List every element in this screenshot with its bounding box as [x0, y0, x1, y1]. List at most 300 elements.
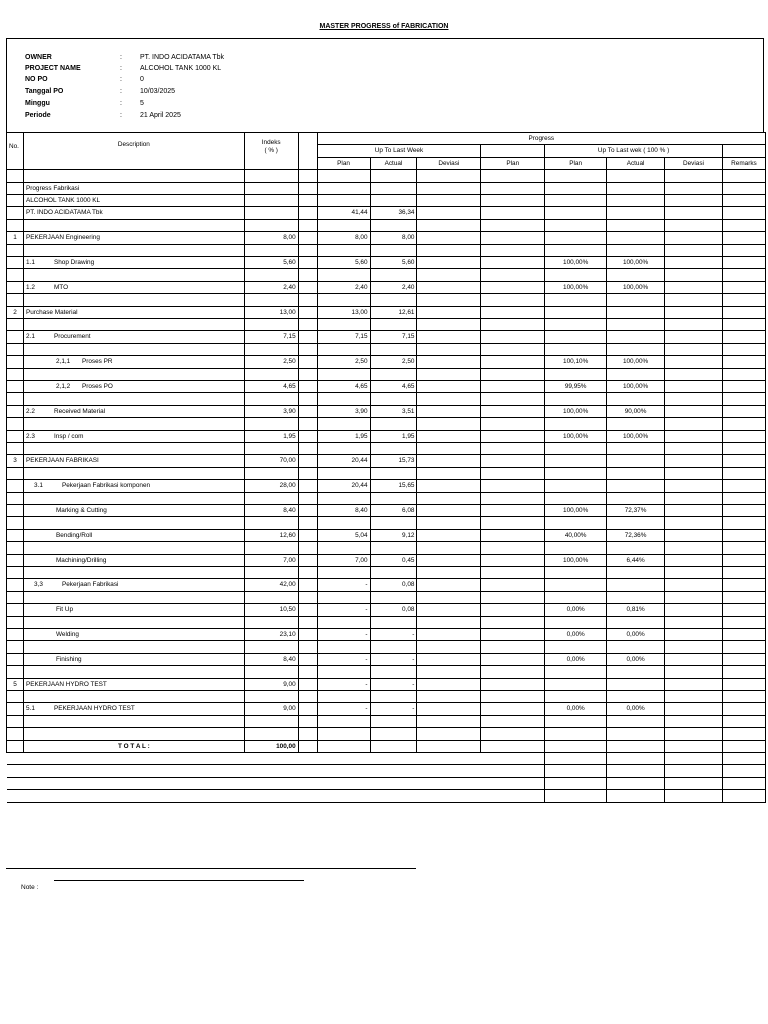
empty-cell	[23, 319, 244, 331]
footer-line	[6, 868, 416, 869]
empty-cell	[722, 145, 765, 157]
item-deviasi-100	[665, 678, 723, 690]
item-description	[23, 678, 244, 690]
item-label: Purchase Material	[25, 308, 78, 316]
empty-cell	[298, 269, 317, 281]
empty-cell	[665, 269, 723, 281]
empty-cell	[722, 566, 765, 578]
table-row	[7, 281, 766, 293]
empty-cell	[545, 195, 607, 207]
empty-cell	[481, 443, 545, 455]
item-plan-100	[545, 678, 607, 690]
empty-cell	[298, 244, 317, 256]
empty-cell	[317, 467, 370, 479]
item-actual: 12,61	[370, 306, 417, 318]
empty-cell	[244, 690, 298, 702]
col-indeks-label: Indeks	[261, 139, 281, 146]
empty-cell	[7, 294, 24, 306]
empty-cell	[298, 517, 317, 529]
item-description	[23, 331, 244, 343]
empty-cell	[665, 616, 723, 628]
empty-cell	[370, 170, 417, 182]
empty-cell	[298, 529, 317, 541]
empty-cell	[607, 170, 665, 182]
empty-cell	[298, 480, 317, 492]
empty-cell	[370, 294, 417, 306]
empty-cell	[370, 343, 417, 355]
empty-cell	[481, 504, 545, 516]
empty-cell	[545, 715, 607, 727]
item-deviasi-100	[665, 628, 723, 640]
empty-cell	[7, 641, 24, 653]
empty-cell	[298, 381, 317, 393]
empty-cell	[607, 566, 665, 578]
empty-cell	[481, 591, 545, 603]
item-deviasi	[417, 604, 481, 616]
empty-cell	[7, 418, 24, 430]
empty-cell	[545, 319, 607, 331]
empty-cell	[417, 418, 481, 430]
empty-cell	[298, 170, 317, 182]
empty-cell	[417, 641, 481, 653]
table-row	[7, 405, 766, 417]
empty-cell	[722, 170, 765, 182]
empty-cell	[298, 219, 317, 231]
item-label: Machining/Drilling	[55, 556, 107, 564]
empty-cell	[607, 269, 665, 281]
empty-cell	[417, 690, 481, 702]
item-no	[7, 604, 24, 616]
item-description	[23, 281, 244, 293]
empty-cell	[23, 418, 244, 430]
empty-cell	[7, 616, 24, 628]
col-description: Description	[23, 133, 244, 170]
item-deviasi	[417, 480, 481, 492]
table-row	[7, 430, 766, 442]
empty-cell	[244, 195, 298, 207]
item-description	[23, 356, 244, 368]
empty-cell	[7, 269, 24, 281]
empty-cell	[244, 319, 298, 331]
empty-cell	[665, 195, 723, 207]
empty-cell	[23, 690, 244, 702]
empty-cell	[607, 690, 665, 702]
empty-cell	[298, 666, 317, 678]
table-row	[7, 257, 766, 269]
item-plan: 5,04	[317, 529, 370, 541]
empty-cell	[370, 517, 417, 529]
empty-cell	[607, 728, 665, 740]
item-remarks	[722, 529, 765, 541]
empty-cell	[665, 418, 723, 430]
footer-row	[7, 765, 766, 777]
item-no	[7, 430, 24, 442]
empty-cell	[481, 690, 545, 702]
empty-cell	[722, 443, 765, 455]
col-plan: Plan	[481, 157, 545, 169]
item-indeks: 8,40	[244, 653, 298, 665]
empty-cell	[481, 145, 545, 157]
empty-cell	[545, 666, 607, 678]
item-actual: 6,08	[370, 504, 417, 516]
empty-cell	[607, 244, 665, 256]
empty-cell	[7, 393, 24, 405]
empty-cell	[298, 455, 317, 467]
empty-cell	[722, 319, 765, 331]
item-label: Pekerjaan Fabrikasi	[61, 581, 119, 589]
header-value: 10/03/2025	[140, 88, 176, 95]
header-colon: :	[120, 88, 122, 95]
empty-cell	[665, 591, 723, 603]
empty-cell	[545, 244, 607, 256]
empty-cell	[607, 752, 665, 764]
empty-cell	[7, 591, 24, 603]
empty-cell	[417, 616, 481, 628]
empty-cell	[370, 418, 417, 430]
empty-cell	[298, 579, 317, 591]
empty-cell	[481, 195, 545, 207]
item-sub-number: 1.2	[25, 283, 35, 291]
table-row	[7, 678, 766, 690]
summary-plan: 41,44	[317, 207, 370, 219]
empty-cell	[607, 294, 665, 306]
item-description	[23, 455, 244, 467]
empty-cell	[317, 182, 370, 194]
col-deviasi: Deviasi	[665, 157, 723, 169]
item-actual-100: 0,00%	[607, 653, 665, 665]
item-plan-100: 40,00%	[545, 529, 607, 541]
empty-cell	[23, 368, 244, 380]
empty-cell	[23, 294, 244, 306]
empty-cell	[417, 740, 481, 752]
item-plan: -	[317, 703, 370, 715]
empty-cell	[370, 740, 417, 752]
item-description	[23, 628, 244, 640]
empty-cell	[7, 319, 24, 331]
empty-cell	[23, 616, 244, 628]
empty-cell	[481, 219, 545, 231]
empty-cell	[665, 467, 723, 479]
empty-cell	[665, 715, 723, 727]
item-plan: -	[317, 628, 370, 640]
empty-cell	[545, 566, 607, 578]
item-actual-100: 90,00%	[607, 405, 665, 417]
empty-cell	[298, 182, 317, 194]
empty-cell	[722, 467, 765, 479]
col-remarks: Remarks	[722, 157, 765, 169]
item-deviasi-100	[665, 653, 723, 665]
item-description	[23, 232, 244, 244]
empty-cell	[7, 765, 545, 777]
empty-cell	[317, 170, 370, 182]
item-remarks	[722, 381, 765, 393]
empty-cell	[665, 542, 723, 554]
empty-cell	[244, 591, 298, 603]
empty-cell	[23, 393, 244, 405]
empty-cell	[607, 319, 665, 331]
empty-cell	[244, 666, 298, 678]
item-deviasi	[417, 579, 481, 591]
empty-cell	[481, 170, 545, 182]
empty-cell	[7, 666, 24, 678]
item-indeks: 10,50	[244, 604, 298, 616]
empty-cell	[417, 467, 481, 479]
spacer-cell	[298, 133, 317, 170]
item-description	[23, 579, 244, 591]
empty-cell	[545, 492, 607, 504]
empty-cell	[722, 765, 765, 777]
empty-cell	[545, 690, 607, 702]
empty-cell	[23, 566, 244, 578]
item-plan-100: 0,00%	[545, 628, 607, 640]
item-remarks	[722, 653, 765, 665]
empty-cell	[417, 443, 481, 455]
item-actual-100	[607, 455, 665, 467]
empty-cell	[298, 281, 317, 293]
empty-cell	[370, 715, 417, 727]
empty-cell	[298, 393, 317, 405]
item-plan: 8,40	[317, 504, 370, 516]
item-plan-100: 100,00%	[545, 430, 607, 442]
empty-cell	[298, 492, 317, 504]
header-colon: :	[120, 54, 122, 61]
item-deviasi-100	[665, 480, 723, 492]
total-label: T O T A L :	[23, 740, 244, 752]
empty-cell	[298, 678, 317, 690]
empty-cell	[244, 566, 298, 578]
empty-cell	[481, 703, 545, 715]
empty-cell	[317, 492, 370, 504]
empty-cell	[481, 232, 545, 244]
item-remarks	[722, 331, 765, 343]
empty-cell	[665, 790, 723, 802]
item-actual-100: 72,36%	[607, 529, 665, 541]
empty-cell	[7, 566, 24, 578]
empty-cell	[23, 443, 244, 455]
item-no	[7, 356, 24, 368]
empty-cell	[722, 244, 765, 256]
item-label: Shop Drawing	[53, 259, 95, 267]
item-sub-number: 2.1	[25, 333, 35, 341]
empty-cell	[481, 728, 545, 740]
empty-cell	[665, 740, 723, 752]
empty-cell	[317, 566, 370, 578]
blank-row	[7, 715, 766, 727]
empty-cell	[481, 381, 545, 393]
empty-cell	[481, 579, 545, 591]
header-colon: :	[120, 112, 122, 119]
empty-cell	[545, 294, 607, 306]
item-plan: 3,90	[317, 405, 370, 417]
blank-row	[7, 443, 766, 455]
blank-row	[7, 591, 766, 603]
item-deviasi-100	[665, 554, 723, 566]
item-sub-number: 2,1,1	[55, 358, 71, 366]
empty-cell	[665, 182, 723, 194]
item-label: Received Material	[53, 407, 106, 415]
empty-cell	[481, 343, 545, 355]
item-no	[7, 381, 24, 393]
empty-cell	[298, 405, 317, 417]
blank-row	[7, 368, 766, 380]
empty-cell	[370, 219, 417, 231]
item-description	[23, 480, 244, 492]
item-remarks	[722, 554, 765, 566]
item-actual-100: 100,00%	[607, 257, 665, 269]
empty-cell	[607, 715, 665, 727]
empty-cell	[370, 393, 417, 405]
empty-cell	[545, 393, 607, 405]
empty-cell	[244, 728, 298, 740]
empty-cell	[481, 529, 545, 541]
empty-cell	[722, 542, 765, 554]
item-deviasi-100	[665, 232, 723, 244]
empty-cell	[481, 430, 545, 442]
blank-row	[7, 294, 766, 306]
empty-cell	[722, 641, 765, 653]
empty-cell	[298, 368, 317, 380]
item-indeks: 42,00	[244, 579, 298, 591]
empty-cell	[317, 616, 370, 628]
item-deviasi-100	[665, 504, 723, 516]
empty-cell	[545, 740, 607, 752]
blank-row	[7, 244, 766, 256]
item-no	[7, 579, 24, 591]
table-row	[7, 604, 766, 616]
empty-cell	[545, 517, 607, 529]
item-actual: 4,65	[370, 381, 417, 393]
empty-cell	[370, 566, 417, 578]
empty-cell	[665, 641, 723, 653]
empty-cell	[481, 542, 545, 554]
item-indeks: 70,00	[244, 455, 298, 467]
item-actual-100: 72,37%	[607, 504, 665, 516]
item-remarks	[722, 405, 765, 417]
empty-cell	[298, 604, 317, 616]
empty-cell	[481, 393, 545, 405]
blank-row	[7, 517, 766, 529]
document-title: MASTER PROGRESS of FABRICATION	[319, 23, 449, 30]
item-description	[23, 257, 244, 269]
empty-cell	[23, 492, 244, 504]
empty-cell	[481, 641, 545, 653]
item-no	[7, 653, 24, 665]
item-indeks: 23,10	[244, 628, 298, 640]
item-label: PEKERJAAN FABRIKASI	[25, 457, 99, 465]
header-label: OWNER	[25, 54, 52, 61]
empty-cell	[370, 616, 417, 628]
empty-cell	[481, 356, 545, 368]
empty-cell	[607, 591, 665, 603]
empty-cell	[7, 343, 24, 355]
item-plan: 8,00	[317, 232, 370, 244]
col-indeks-unit: ( % )	[264, 147, 278, 154]
table-row	[7, 232, 766, 244]
summary-text: ALCOHOL TANK 1000 KL	[23, 195, 244, 207]
empty-cell	[370, 269, 417, 281]
blank-row	[7, 170, 766, 182]
empty-cell	[665, 207, 723, 219]
empty-cell	[722, 219, 765, 231]
empty-cell	[244, 641, 298, 653]
table-row	[7, 480, 766, 492]
empty-cell	[370, 182, 417, 194]
footer-row	[7, 752, 766, 764]
col-deviasi: Deviasi	[417, 157, 481, 169]
header-label: Periode	[25, 112, 51, 119]
empty-cell	[722, 368, 765, 380]
empty-cell	[23, 728, 244, 740]
item-no	[7, 703, 24, 715]
empty-cell	[607, 219, 665, 231]
item-indeks: 7,00	[244, 554, 298, 566]
empty-cell	[481, 678, 545, 690]
footer-line	[54, 880, 304, 881]
empty-cell	[481, 294, 545, 306]
blank-row	[7, 418, 766, 430]
empty-cell	[665, 319, 723, 331]
empty-cell	[722, 207, 765, 219]
empty-cell	[298, 554, 317, 566]
item-description	[23, 703, 244, 715]
empty-cell	[23, 641, 244, 653]
empty-cell	[607, 195, 665, 207]
empty-cell	[317, 728, 370, 740]
blank-row	[7, 393, 766, 405]
item-deviasi	[417, 628, 481, 640]
empty-cell	[317, 517, 370, 529]
item-deviasi-100	[665, 331, 723, 343]
empty-cell	[481, 306, 545, 318]
empty-cell	[7, 207, 24, 219]
item-deviasi	[417, 306, 481, 318]
item-plan-100	[545, 331, 607, 343]
empty-cell	[417, 343, 481, 355]
blank-row	[7, 641, 766, 653]
item-remarks	[722, 703, 765, 715]
empty-cell	[481, 455, 545, 467]
item-sub-number: 1.1	[25, 259, 35, 267]
item-actual: 0,08	[370, 604, 417, 616]
item-plan-100: 100,00%	[545, 554, 607, 566]
empty-cell	[417, 666, 481, 678]
empty-cell	[545, 418, 607, 430]
item-actual: 15,73	[370, 455, 417, 467]
empty-cell	[244, 294, 298, 306]
empty-cell	[298, 430, 317, 442]
header-value: 0	[140, 76, 144, 83]
item-description	[23, 306, 244, 318]
blank-row	[7, 690, 766, 702]
empty-cell	[607, 666, 665, 678]
header-label: Minggu	[25, 100, 50, 107]
empty-cell	[23, 591, 244, 603]
empty-cell	[481, 666, 545, 678]
item-actual: 5,60	[370, 257, 417, 269]
total-indeks: 100,00	[244, 740, 298, 752]
empty-cell	[370, 641, 417, 653]
empty-cell	[481, 653, 545, 665]
empty-cell	[417, 269, 481, 281]
blank-row	[7, 566, 766, 578]
empty-cell	[317, 542, 370, 554]
empty-cell	[317, 715, 370, 727]
item-remarks	[722, 480, 765, 492]
item-actual-100: 100,00%	[607, 381, 665, 393]
item-actual-100	[607, 678, 665, 690]
item-plan: 2,50	[317, 356, 370, 368]
empty-cell	[7, 492, 24, 504]
